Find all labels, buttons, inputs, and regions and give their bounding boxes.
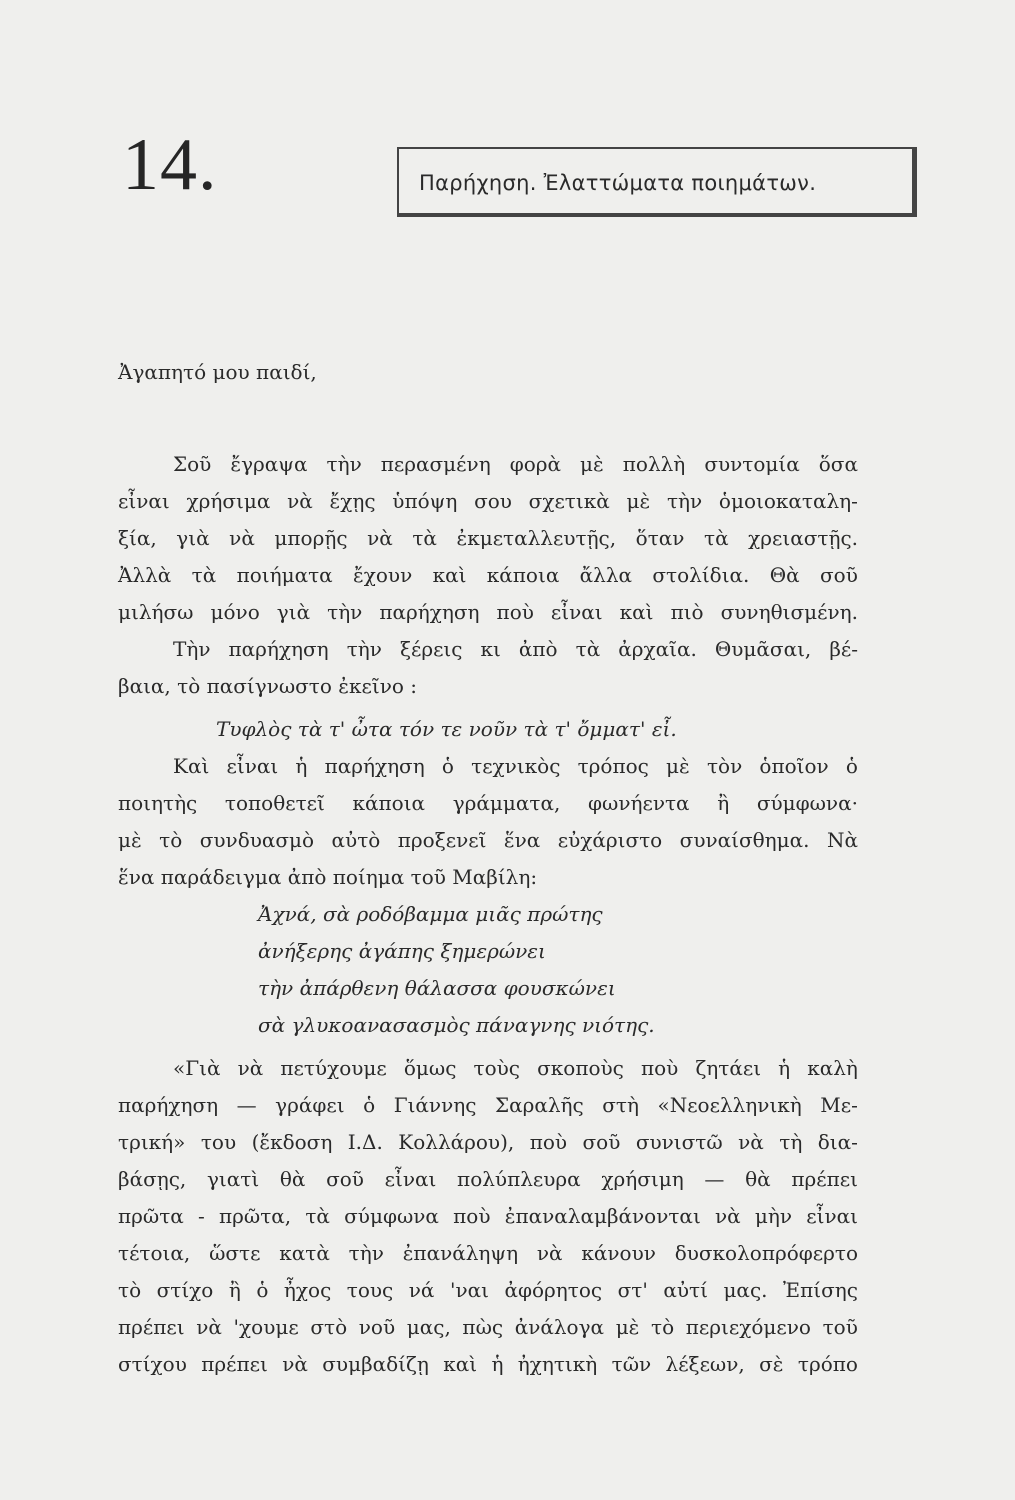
word: Ἀλλὰ — [118, 563, 172, 587]
word: πὼς — [462, 1315, 504, 1339]
word: παρήχηση — [324, 754, 425, 778]
word: στὴ — [602, 1093, 639, 1117]
chapter-number: 14. — [122, 124, 218, 206]
text-line — [118, 446, 858, 483]
word: ἠχητικὴ — [517, 1352, 598, 1376]
word: συντομία — [704, 452, 800, 476]
word: ἐκμεταλλευτῇς, — [456, 526, 617, 550]
word: σου — [474, 489, 512, 513]
word: ἡ — [295, 754, 308, 778]
text-line — [118, 1050, 858, 1087]
word: νὰ — [282, 1352, 308, 1376]
word: κάνουν — [581, 1241, 656, 1265]
word: τρική» — [118, 1130, 186, 1154]
word: Γιάννης — [393, 1093, 477, 1117]
word: - — [198, 1204, 205, 1228]
word: Θυμᾶσαι, — [714, 637, 812, 661]
word: περασμένη — [380, 452, 491, 476]
word: Σοῦ — [173, 452, 212, 476]
word: ἀφόρητος — [504, 1278, 603, 1302]
word: τὸ — [118, 1278, 142, 1302]
word: — — [236, 1093, 257, 1117]
word: τὸ — [159, 828, 183, 852]
word: Τὴν — [173, 637, 211, 661]
word: σοῦ — [820, 563, 858, 587]
word: τους — [346, 1278, 394, 1302]
word: ἔγραψα — [230, 452, 308, 476]
word: εἶναι — [118, 489, 170, 513]
word: γιατὶ — [206, 1167, 260, 1191]
word: θὰ — [279, 1167, 306, 1191]
word: ἀνάλογα — [514, 1315, 605, 1339]
text-line — [118, 631, 858, 668]
word: νὰ — [287, 489, 313, 513]
text-line — [118, 1346, 858, 1383]
word: γιὰ — [276, 600, 311, 624]
word: ἔχῃς — [329, 489, 376, 513]
word: καλὴ — [807, 1056, 858, 1080]
word: κι — [480, 637, 501, 661]
word: βέ- — [829, 637, 858, 661]
word: τὰ — [704, 526, 729, 550]
word: τεχνικὸς — [471, 754, 561, 778]
word: ἔχουν — [353, 563, 413, 587]
word: μὲ — [626, 489, 651, 513]
word: καὶ — [443, 1352, 478, 1376]
word: συνηθισμένη. — [720, 600, 858, 624]
word: ἕνα — [503, 828, 541, 852]
word: ἡ — [778, 1056, 791, 1080]
word: του — [200, 1130, 237, 1154]
word: Καὶ — [173, 754, 210, 778]
word: συνδυασμὸ — [199, 828, 315, 852]
word: τὴ — [779, 1130, 803, 1154]
word: καὶ — [432, 563, 467, 587]
word: ἡ — [491, 1352, 504, 1376]
word: τὴν — [666, 489, 703, 513]
word: πρῶτα, — [218, 1204, 292, 1228]
word: μιλήσω — [118, 600, 194, 624]
word: 'χουμε — [233, 1315, 299, 1339]
word: μὲ — [118, 828, 142, 852]
word: τοὺς — [473, 1056, 521, 1080]
text-line — [118, 520, 858, 557]
word: ὁ — [845, 754, 858, 778]
word: λέξεων, — [665, 1352, 745, 1376]
word: στ' — [617, 1278, 648, 1302]
text-line — [118, 1087, 858, 1124]
word: συμβαδίζῃ — [322, 1352, 429, 1376]
word: συνιστῶ — [635, 1130, 723, 1154]
text-line — [118, 1124, 858, 1161]
word: «Νεοελληνικὴ — [657, 1093, 802, 1117]
word: νά — [408, 1278, 435, 1302]
word: χρειαστῇς. — [748, 526, 858, 550]
word: ξέρεις — [399, 637, 463, 661]
word: παρήχηση — [379, 600, 480, 624]
word: χρήσιμη — [601, 1167, 684, 1191]
text-line — [118, 483, 858, 520]
word: ἀπὸ — [518, 637, 558, 661]
word: μπορῇς — [274, 526, 348, 550]
word: νὰ — [536, 1241, 563, 1265]
word: (ἔκδοση — [251, 1130, 333, 1154]
word: μὴν — [754, 1204, 793, 1228]
word: γιὰ — [176, 526, 210, 550]
word: στὸ — [310, 1315, 348, 1339]
word: σύμφωνα· — [756, 791, 858, 815]
word: τὰ — [575, 637, 601, 661]
word: ὅσα — [818, 452, 858, 476]
word: στολίδια. — [652, 563, 750, 587]
word: εἶναι — [550, 600, 603, 624]
word: νὰ — [237, 1056, 264, 1080]
word: συναίσθημα. — [679, 828, 810, 852]
text-line — [118, 594, 858, 631]
word: τὰ — [305, 1204, 330, 1228]
word: φορὰ — [509, 452, 561, 476]
word: ἢ — [717, 791, 730, 815]
word: ξία, — [118, 526, 157, 550]
word: σκοποὺς — [537, 1056, 624, 1080]
word: ὁ — [441, 754, 454, 778]
salutation: Ἀγαπητό μου παιδί, — [118, 360, 317, 384]
word: ὑπόψη — [392, 489, 458, 513]
text-line: βαια, τὸ πασίγνωστο ἐκεῖνο : — [118, 674, 418, 698]
text-line — [118, 748, 858, 785]
word: ὁ — [256, 1278, 269, 1302]
word: τῶν — [611, 1352, 652, 1376]
quoted-line: Τυφλὸς τὰ τ' ὦτα τόν τε νοῦν τὰ τ' ὄμματ' εἶ. — [216, 717, 677, 741]
word: χρήσιμα — [186, 489, 271, 513]
word: τὴν — [327, 600, 363, 624]
word: τρόπος — [577, 754, 649, 778]
word: νὰ — [367, 526, 393, 550]
word: ζητάει — [695, 1056, 762, 1080]
word: τρόπο — [797, 1352, 858, 1376]
word: ὅταν — [635, 526, 685, 550]
word: ὥστε — [209, 1241, 261, 1265]
word: μόνο — [210, 600, 260, 624]
word: δια- — [817, 1130, 858, 1154]
word: μὲ — [615, 1315, 640, 1339]
word: μὲ — [666, 754, 690, 778]
word: τὴν — [326, 452, 362, 476]
text-line — [118, 1309, 858, 1346]
word: σὲ — [759, 1352, 784, 1376]
body-text — [118, 446, 858, 1383]
word: γράφει — [275, 1093, 345, 1117]
word: ὁμοιοκαταλη- — [718, 489, 858, 513]
word: ποὺ — [640, 1056, 679, 1080]
word: βάσῃς, — [118, 1167, 187, 1191]
word: κατὰ — [279, 1241, 330, 1265]
word: τὸν — [706, 754, 743, 778]
word: νὰ — [715, 1204, 741, 1228]
word: φωνήεντα — [588, 791, 690, 815]
word: νὰ — [229, 526, 255, 550]
text-line — [118, 1198, 858, 1235]
word: σοῦ — [582, 1130, 621, 1154]
word: ποὺ — [496, 600, 534, 624]
word: ἄλλα — [579, 563, 633, 587]
word: κάποια — [486, 563, 560, 587]
verse-line: τὴν ἀπάρθενη θάλασσα φουσκώνει — [258, 976, 616, 1000]
word: πετύχουμε — [280, 1056, 387, 1080]
word: νὰ — [196, 1315, 222, 1339]
word: παρήχηση — [228, 637, 329, 661]
chapter-title-box — [397, 147, 917, 217]
word: τέτοια, — [118, 1241, 191, 1265]
word: «Γιὰ — [173, 1056, 221, 1080]
word: πιὸ — [670, 600, 704, 624]
word: εἶναι — [384, 1167, 437, 1191]
word: σχετικὰ — [528, 489, 610, 513]
word: τὴν — [346, 637, 382, 661]
word: ἢ — [228, 1278, 241, 1302]
word: πρέπει — [791, 1167, 858, 1191]
word: αὐτί — [663, 1278, 708, 1302]
word: σύμφωνα — [344, 1204, 439, 1228]
verse-line: ἀνήξερης ἀγάπης ξημερώνει — [258, 939, 546, 963]
word: τὸ — [651, 1315, 675, 1339]
word: 'ναι — [449, 1278, 489, 1302]
word: Θὰ — [769, 563, 800, 587]
text-line — [118, 1235, 858, 1272]
word: ποὺ — [529, 1130, 568, 1154]
word: ποιήματα — [236, 563, 333, 587]
verse-line: Ἀχνά, σὰ ροδόβαμμα μιᾶς πρώτης — [258, 902, 603, 926]
word: περιεχόμενο — [685, 1315, 811, 1339]
word: Κολλάρου), — [398, 1130, 515, 1154]
word: πρῶτα — [118, 1204, 184, 1228]
text-line: ἕνα παράδειγμα ἀπὸ ποίημα τοῦ Μαβίλη: — [118, 865, 538, 889]
text-line — [118, 557, 858, 594]
word: θὰ — [745, 1167, 771, 1191]
word: ποιητὴς — [118, 791, 198, 815]
text-line — [118, 1161, 858, 1198]
word: εἶναι — [806, 1204, 858, 1228]
word: ὅμως — [403, 1056, 457, 1080]
word: κάποια — [352, 791, 426, 815]
word: γράμματα, — [452, 791, 561, 815]
word: Με- — [820, 1093, 858, 1117]
word: Ι.Δ. — [347, 1130, 383, 1154]
word: σοῦ — [326, 1167, 364, 1191]
word: μὲ — [580, 452, 604, 476]
word: ἐπανάληψη — [402, 1241, 519, 1265]
word: ἀρχαῖα. — [618, 637, 697, 661]
word: νὰ — [738, 1130, 764, 1154]
word: Σαραλῆς — [494, 1093, 584, 1117]
word: Νὰ — [826, 828, 858, 852]
word: τοῦ — [822, 1315, 858, 1339]
word: ἐπαναλαμβάνονται — [504, 1204, 701, 1228]
word: ὁποῖον — [759, 754, 829, 778]
word: παρήχηση — [118, 1093, 219, 1117]
word: πολύπλευρα — [457, 1167, 581, 1191]
text-line — [118, 785, 858, 822]
word: πρέπει — [201, 1352, 268, 1376]
word: Ἐπίσης — [783, 1278, 858, 1302]
word: καὶ — [619, 600, 654, 624]
word: τὰ — [412, 526, 437, 550]
word: μας, — [406, 1315, 451, 1339]
word: ἦχος — [283, 1278, 332, 1302]
word: πρέπει — [118, 1315, 185, 1339]
word: ποὺ — [453, 1204, 491, 1228]
word: τὰ — [191, 563, 217, 587]
word: νοῦ — [358, 1315, 396, 1339]
text-line — [118, 822, 858, 859]
word: δυσκολοπρόφερτο — [674, 1241, 858, 1265]
word: αὐτὸ — [331, 828, 381, 852]
word: — — [704, 1167, 725, 1191]
word: τὴν — [348, 1241, 384, 1265]
word: στίχου — [118, 1352, 187, 1376]
word: τοποθετεῖ — [224, 791, 325, 815]
word: προξενεῖ — [397, 828, 487, 852]
word: εἶναι — [226, 754, 279, 778]
word: στίχο — [156, 1278, 214, 1302]
word: πολλὴ — [622, 452, 686, 476]
chapter-title: Παρήχηση. Ἐλαττώματα ποιημάτων. — [419, 171, 817, 195]
word: μας. — [723, 1278, 768, 1302]
word: εὐχάριστο — [557, 828, 663, 852]
word: ὁ — [363, 1093, 376, 1117]
verse-line: σὰ γλυκοανασασμὸς πάναγνης νιότης. — [258, 1013, 655, 1037]
text-line — [118, 1272, 858, 1309]
